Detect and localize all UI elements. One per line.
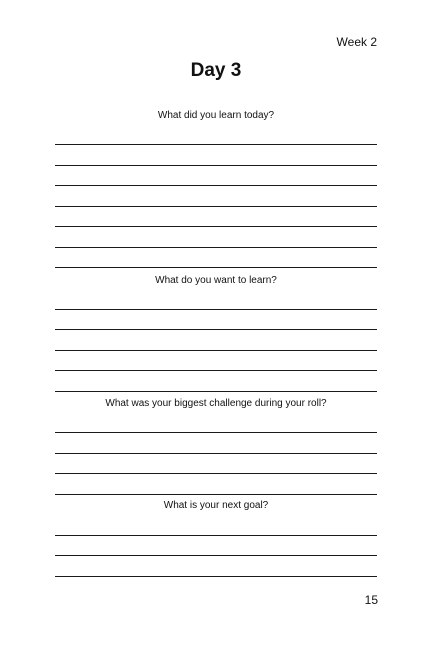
writing-line (55, 494, 377, 495)
writing-line (55, 144, 377, 145)
writing-line (55, 535, 377, 536)
writing-line (55, 576, 377, 577)
week-label: Week 2 (336, 35, 377, 49)
writing-line (55, 165, 377, 166)
writing-line (55, 453, 377, 454)
writing-line (55, 267, 377, 268)
day-title: Day 3 (190, 60, 242, 81)
page-number: 15 (364, 593, 378, 607)
writing-line (55, 391, 377, 392)
writing-line (55, 247, 377, 248)
writing-line (55, 350, 377, 351)
section-prompt-want-to-learn: What do you want to learn? (155, 275, 277, 286)
writing-line (55, 309, 377, 310)
section-prompt-learned: What did you learn today? (157, 110, 275, 121)
writing-line (55, 329, 377, 330)
writing-line (55, 555, 377, 556)
writing-line (55, 226, 377, 227)
section-prompt-next-goal: What is your next goal? (163, 500, 269, 511)
writing-line (55, 206, 377, 207)
section-prompt-challenge: What was your biggest challenge during your roll? (105, 398, 327, 409)
writing-line (55, 370, 377, 371)
writing-line (55, 473, 377, 474)
writing-line (55, 185, 377, 186)
writing-line (55, 432, 377, 433)
